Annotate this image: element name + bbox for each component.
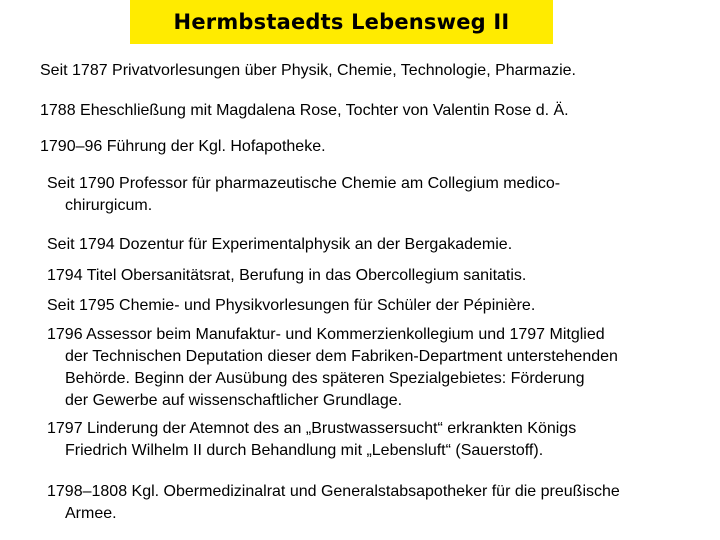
- entry-1787: [40, 60, 576, 82]
- entry-1798-1808: [47, 481, 620, 525]
- entry-1794-titel: [47, 265, 526, 287]
- entry-line: 1798–1808 Kgl. Obermedizinalrat und Generalstabsapotheker für die preußische: [47, 483, 620, 500]
- entry-1797: [47, 418, 576, 462]
- entry-line: 1796 Assessor beim Manufaktur- und Kommerzienkollegium und 1797 Mitglied: [47, 326, 605, 343]
- entry-line: 1794 Titel Obersanitätsrat, Berufung in das Obercollegium sanitatis.: [47, 267, 527, 284]
- entry-1790-96: [40, 136, 326, 158]
- entry-line: Behörde. Beginn der Ausübung des späteren Spezialgebietes: Förderung: [65, 370, 585, 387]
- entry-1795: [47, 295, 535, 317]
- entry-line: 1788 Eheschließung mit Magdalena Rose, Tochter von Valentin Rose d. Ä.: [40, 102, 569, 119]
- entry-line: der Gewerbe auf wissenschaftlicher Grundlage.: [65, 392, 403, 409]
- entry-1796: [47, 324, 618, 412]
- entry-line: Friedrich Wilhelm II durch Behandlung mit „Lebensluft“ (Sauerstoff).: [65, 442, 544, 459]
- entry-line: 1797 Linderung der Atemnot des an „Brustwassersucht“ erkrankten Königs: [47, 420, 577, 437]
- entry-1794-dozentur: [47, 234, 512, 256]
- entry-line: Seit 1790 Professor für pharmazeutische Chemie am Collegium medico-: [47, 175, 561, 192]
- entry-1788: [40, 100, 569, 122]
- entry-line: der Technischen Deputation dieser dem Fabriken-Department unterstehenden: [65, 348, 618, 365]
- entry-line: Seit 1794 Dozentur für Experimentalphysik an der Bergakademie.: [47, 236, 513, 253]
- entry-line: 1790–96 Führung der Kgl. Hofapotheke.: [40, 138, 326, 155]
- entry-line: chirurgicum.: [65, 197, 153, 214]
- entry-1790-professor: [47, 173, 560, 217]
- entry-line: Armee.: [65, 505, 117, 522]
- entry-line: Seit 1787 Privatvorlesungen über Physik, Chemie, Technologie, Pharmazie.: [40, 62, 576, 79]
- entry-line: Seit 1795 Chemie- und Physikvorlesungen für Schüler der Pépinière.: [47, 297, 536, 314]
- title-banner: [130, 0, 553, 44]
- page-title: Hermbstaedts Lebensweg II: [173, 10, 510, 34]
